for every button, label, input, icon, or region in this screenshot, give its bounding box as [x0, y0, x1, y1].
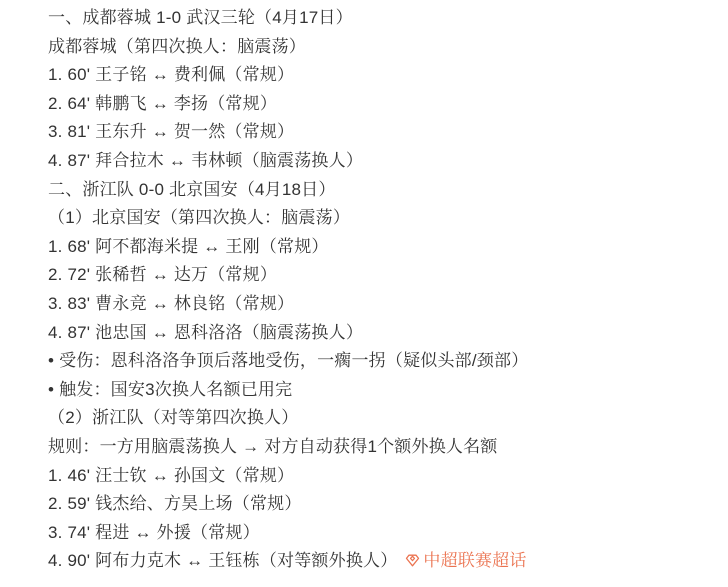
substitution-line: 2. 72' 张稀哲 ↔ 达万（常规）	[48, 265, 278, 285]
substitution-line: 3. 83' 曹永竞 ↔ 林良铭（常规）	[48, 293, 295, 313]
substitution-line: 2. 64' 韩鹏飞 ↔ 李扬（常规）	[48, 93, 278, 113]
match2-title-line: 二、浙江队 0-0 北京国安（4月18日）	[48, 179, 336, 199]
trigger-note-line: • 触发：国安3次换人名额已用完	[48, 379, 293, 399]
substitution-line-text: 4. 90' 阿布力克木 ↔ 王钰栋（对等额外换人）	[48, 551, 398, 571]
substitution-line: 1. 68' 阿不都海米提 ↔ 王刚（常规）	[48, 236, 329, 256]
substitution-line: 2. 59' 钱杰给、方昊上场（常规）	[48, 494, 302, 514]
match1-team-line: 成都蓉城（第四次换人：脑震荡）	[48, 36, 306, 56]
match2-team2-line: （2）浙江队（对等第四次换人）	[48, 408, 299, 428]
substitution-line-last	[48, 547, 712, 576]
substitution-line: 4. 87' 拜合拉木 ↔ 韦林顿（脑震荡换人）	[48, 150, 364, 170]
match2-team1-line: （1）北京国安（第四次换人：脑震荡）	[48, 208, 351, 228]
substitution-line: 4. 87' 池忠国 ↔ 恩科洛洛（脑震荡换人）	[48, 322, 364, 342]
supertopic-label: 中超联赛超话	[423, 551, 527, 571]
injury-note-line: • 受伤：恩科洛洛争顶后落地受伤，一瘸一拐（疑似头部/颈部）	[48, 351, 529, 371]
supertopic-link[interactable]	[402, 551, 526, 570]
substitution-line: 1. 60' 王子铭 ↔ 费利佩（常规）	[48, 65, 295, 85]
rule-note-line: 规则：一方用脑震荡换人 → 对方自动获得1个额外换人名额	[48, 436, 498, 456]
substitution-line: 1. 46' 汪士钦 ↔ 孙国文（常规）	[48, 465, 295, 485]
match1-title-line: 一、成都蓉城 1-0 武汉三轮（4月17日）	[48, 8, 353, 27]
substitution-line: 3. 74' 程进 ↔ 外援（常规）	[48, 522, 260, 542]
substitution-line: 3. 81' 王东升 ↔ 贺一然（常规）	[48, 122, 295, 142]
supertopic-gem-icon	[404, 552, 421, 569]
